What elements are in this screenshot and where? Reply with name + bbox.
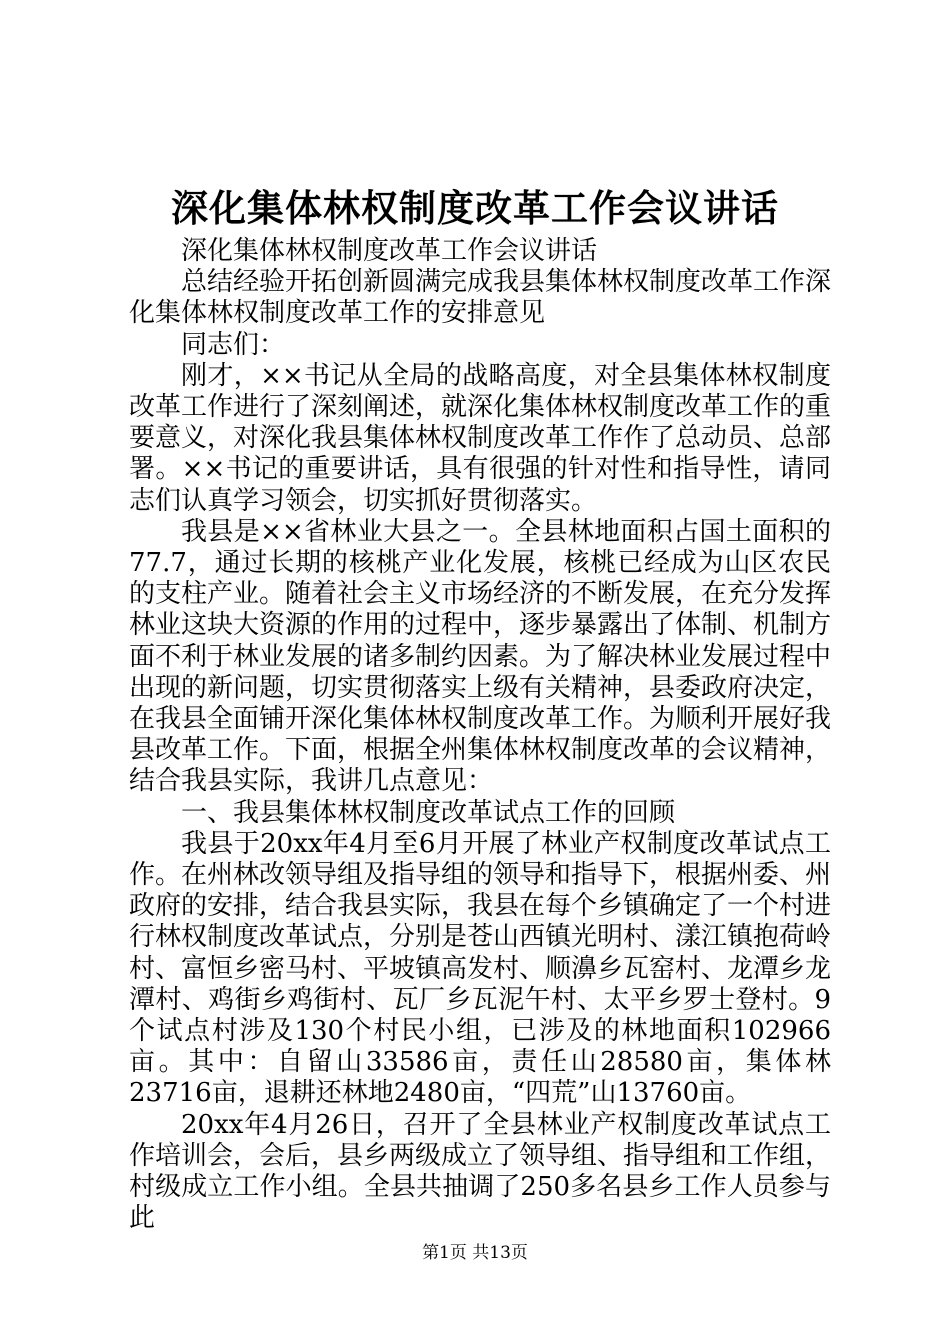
document-body (129, 236, 831, 1235)
page-footer: 第1页 共13页 (422, 1243, 528, 1263)
body-paragraph: 20xx年4月26日，召开了全县林业产权制度改革试点工作培训会，会后，县乡两级成立了领导组、指导组和工作组，村级成立工作小组。全县共抽调了250多名县乡工作人员参与此 (129, 1109, 832, 1234)
section-heading: 一、我县集体林权制度改革试点工作的回顾 (181, 797, 676, 828)
body-paragraph-subtitle: 总结经验开拓创新圆满完成我县集体林权制度改革工作深化集体林权制度改革工作的安排意见 (129, 267, 832, 329)
body-paragraph-heading-repeat: 深化集体林权制度改革工作会议讲话 (181, 236, 598, 266)
body-paragraph: 我县于20xx年4月至6月开展了林业产权制度改革试点工作。在州林改领导组及指导组的领导和指导下，根据州委、州政府的安排，结合我县实际，我县在每个乡镇确定了一个村进行林权制度改革试点，分别是苍山西镇光明村、漾江镇抱荷岭村、富恒乡密马村、平坡镇高发村、顺濞乡瓦窑村、龙潭乡龙潭村、鸡街乡鸡街村、瓦厂乡瓦泥午村、太平乡罗士登村。9个试点村涉及130个村民小组，已涉及的林地面积102966亩。其中：自留山33586亩，责任山28580亩，集体林23716亩，退耕还林地2480亩，“四荒”山13760亩。 (129, 828, 832, 1109)
document-title: 深化集体林权制度改革工作会议讲话 (171, 186, 779, 230)
body-paragraph-salutation: 同志们： (181, 329, 286, 360)
body-paragraph: 刚才，××书记从全局的战略高度，对全县集体林权制度改革工作进行了深刻阐述，就深化集体林权制度改革工作的重要意义，对深化我县集体林权制度改革工作作了总动员、总部署。××书记的重要讲话，具有很强的针对性和指导性，请同志们认真学习领会，切实抓好贯彻落实。 (129, 360, 832, 516)
body-paragraph: 我县是××省林业大县之一。全县林地面积占国土面积的77.7，通过长期的核桃产业化发展，核桃已经成为山区农民的支柱产业。随着社会主义市场经济的不断发展，在充分发挥林业这块大资源的作用的过程中，逐步暴露出了体制、机制方面不利于林业发展的诸多制约因素。为了解决林业发展过程中出现的新问题，切实贯彻落实上级有关精神，县委政府决定，在我县全面铺开深化集体林权制度改革工作。为顺利开展好我县改革工作。下面，根据全州集体林权制度改革的会议精神，结合我县实际，我讲几点意见： (129, 516, 832, 797)
